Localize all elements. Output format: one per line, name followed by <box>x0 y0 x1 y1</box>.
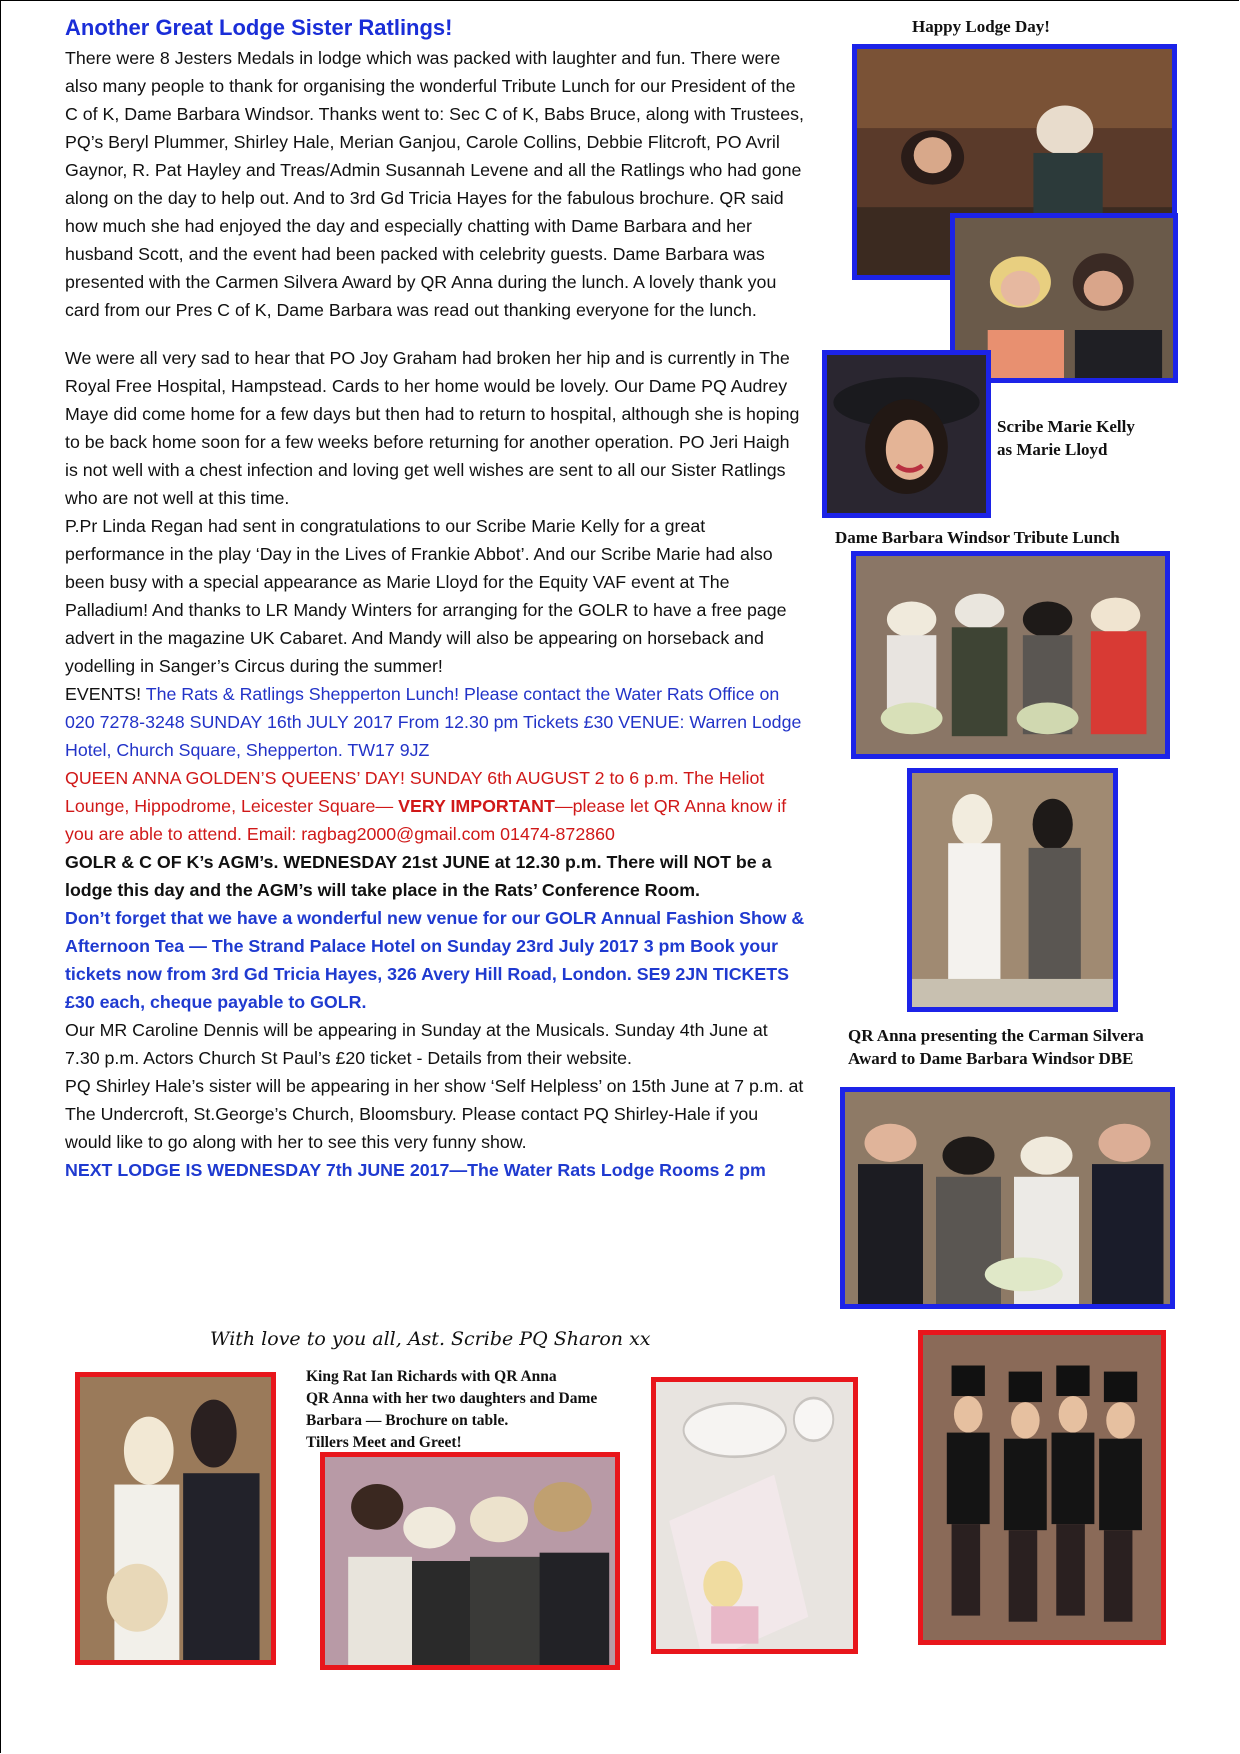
queens-day-text: QUEEN ANNA GOLDEN’S QUEENS’ DAY! SUNDAY 6th AUGUST 2 to 6 p.m. The Heliot Lounge, Hippodrome, Leicester Square— <box>65 768 765 816</box>
photo-tribute-lunch <box>851 551 1170 759</box>
events-block <box>65 680 805 764</box>
queens-day-contact: —please let QR Anna know if you are able to attend. Email: ragbag2000@gmail.com 01474-872860 <box>65 796 787 844</box>
events-label: EVENTS! <box>65 684 142 704</box>
caption-happy-lodge-day: Happy Lodge Day! <box>912 17 1050 36</box>
very-important-text: VERY IMPORTANT <box>398 796 555 816</box>
caption-tribute-lunch: Dame Barbara Windsor Tribute Lunch <box>835 528 1120 547</box>
photo-group-award <box>840 1087 1175 1309</box>
caption-scribe-line2: as Marie Lloyd <box>997 440 1108 459</box>
article-title: Another Great Lodge Sister Ratlings! <box>65 15 453 40</box>
shepperton-lunch-text: The Rats & Ratlings Shepperton Lunch! Please contact the Water Rats Office on 020 7278-3248 SUNDAY 16th JULY 2017 From 12.30 pm Tickets £30 VENUE: Warren Lodge Hotel, Church Square, Shepperton. TW17 9JZ <box>65 684 802 760</box>
photo-king-rat <box>75 1372 276 1665</box>
photo-daughters <box>320 1452 620 1670</box>
photo-carmen-silvera-award <box>907 768 1118 1012</box>
paragraph-lodge: There were 8 Jesters Medals in lodge which was packed with laughter and fun. There were also many people to thank for organising the wonderful Tribute Lunch for our President of the C of K, Dame Barbara Windsor. Thanks went to: Sec C of K, Babs Bruce, along with Trustees, PQ’s Beryl Plummer, Shirley Hale, Merian Ganjou, Carole Collins, Debbie Flitcroft, PO Avril Gaynor, R. Pat Hayley and Treas/Admin Susannah Levene and all the Ratlings who had gone along on the day to help out. And to 3rd Gd Tricia Hayes for the fabulous brochure. QR said how much she had enjoyed the day and especially chatting with Dame Barbara and her husband Scott, and the event had been packed with celebrity guests. Dame Barbara was presented with the Carmen Silvera Award by QR Anna during the lunch. A lovely thank you card from our Pres C of K, Dame Barbara was read out thanking everyone for the lunch. <box>65 48 804 320</box>
shirley-hale-notice: PQ Shirley Hale’s sister will be appearing in her show ‘Self Helpless’ on 15th June at 7 p.m. at The Undercroft, St.George’s Church, Bloomsbury. Please contact PQ Shirley-Hale if you would like to go along with her to see this very funny show. <box>65 1076 804 1152</box>
caroline-dennis-notice: Our MR Caroline Dennis will be appearing in Sunday at the Musicals. Sunday 4th June at 7.30 p.m. Actors Church St Paul’s £20 ticket - Details from their website. <box>65 1020 768 1068</box>
photo-brochure <box>651 1377 858 1654</box>
caption-award-line1: QR Anna presenting the Carman Silvera <box>848 1026 1144 1045</box>
caption-brochure: Barbara — Brochure on table. <box>306 1412 509 1429</box>
caption-daughters: QR Anna with her two daughters and Dame <box>306 1390 598 1407</box>
article-column <box>65 12 805 1184</box>
photo-tillers <box>918 1330 1166 1645</box>
fashion-show-notice: Don’t forget that we have a wonderful new venue for our GOLR Annual Fashion Show & Afternoon Tea — The Strand Palace Hotel on Sunday 23rd July 2017 3 pm Book your tickets now from 3rd Gd Tricia Hayes, 326 Avery Hill Road, London. SE9 2JN TICKETS £30 each, cheque payable to GOLR. <box>65 908 805 1012</box>
signature: With love to you all, Ast. Scribe PQ Sharon xx <box>210 1328 651 1350</box>
paragraph-health: We were all very sad to hear that PO Joy Graham had broken her hip and is currently in The Royal Free Hospital, Hampstead. Cards to her home would be lovely. Our Dame PQ Audrey Maye did come home for a few days but then had to return to hospital, although she is hoping to be back home soon for a few weeks before returning for another operation. PO Jeri Haigh is not well with a chest infection and loving get well wishes are sent to all our Sister Ratlings who are not well at this time. <box>65 348 800 508</box>
caption-tillers: Tillers Meet and Greet! <box>306 1434 462 1451</box>
caption-scribe-line1: Scribe Marie Kelly <box>997 417 1135 436</box>
caption-award-line2: Award to Dame Barbara Windsor DBE <box>848 1049 1134 1068</box>
paragraph-news: P.Pr Linda Regan had sent in congratulations to our Scribe Marie Kelly for a great performance in the play ‘Day in the Lives of Frankie Abbot’. And our Scribe Marie had also been busy with a special appearance as Marie Lloyd for the Equity VAF event at The Palladium! And thanks to LR Mandy Winters for arranging for the GOLR to have a free page advert in the magazine UK Cabaret. And Mandy will also be appearing on horseback and yodelling in Sanger’s Circus during the summer! <box>65 516 787 676</box>
caption-king-rat: King Rat Ian Richards with QR Anna <box>306 1368 557 1385</box>
photo-marie-lloyd <box>822 350 991 518</box>
agm-notice: GOLR & C OF K’s AGM’s. WEDNESDAY 21st JUNE at 12.30 p.m. There will NOT be a lodge this day and the AGM’s will take place in the Rats’ Conference Room. <box>65 852 772 900</box>
queens-day-block <box>65 764 805 848</box>
next-lodge-notice: NEXT LODGE IS WEDNESDAY 7th JUNE 2017—The Water Rats Lodge Rooms 2 pm <box>65 1160 766 1180</box>
